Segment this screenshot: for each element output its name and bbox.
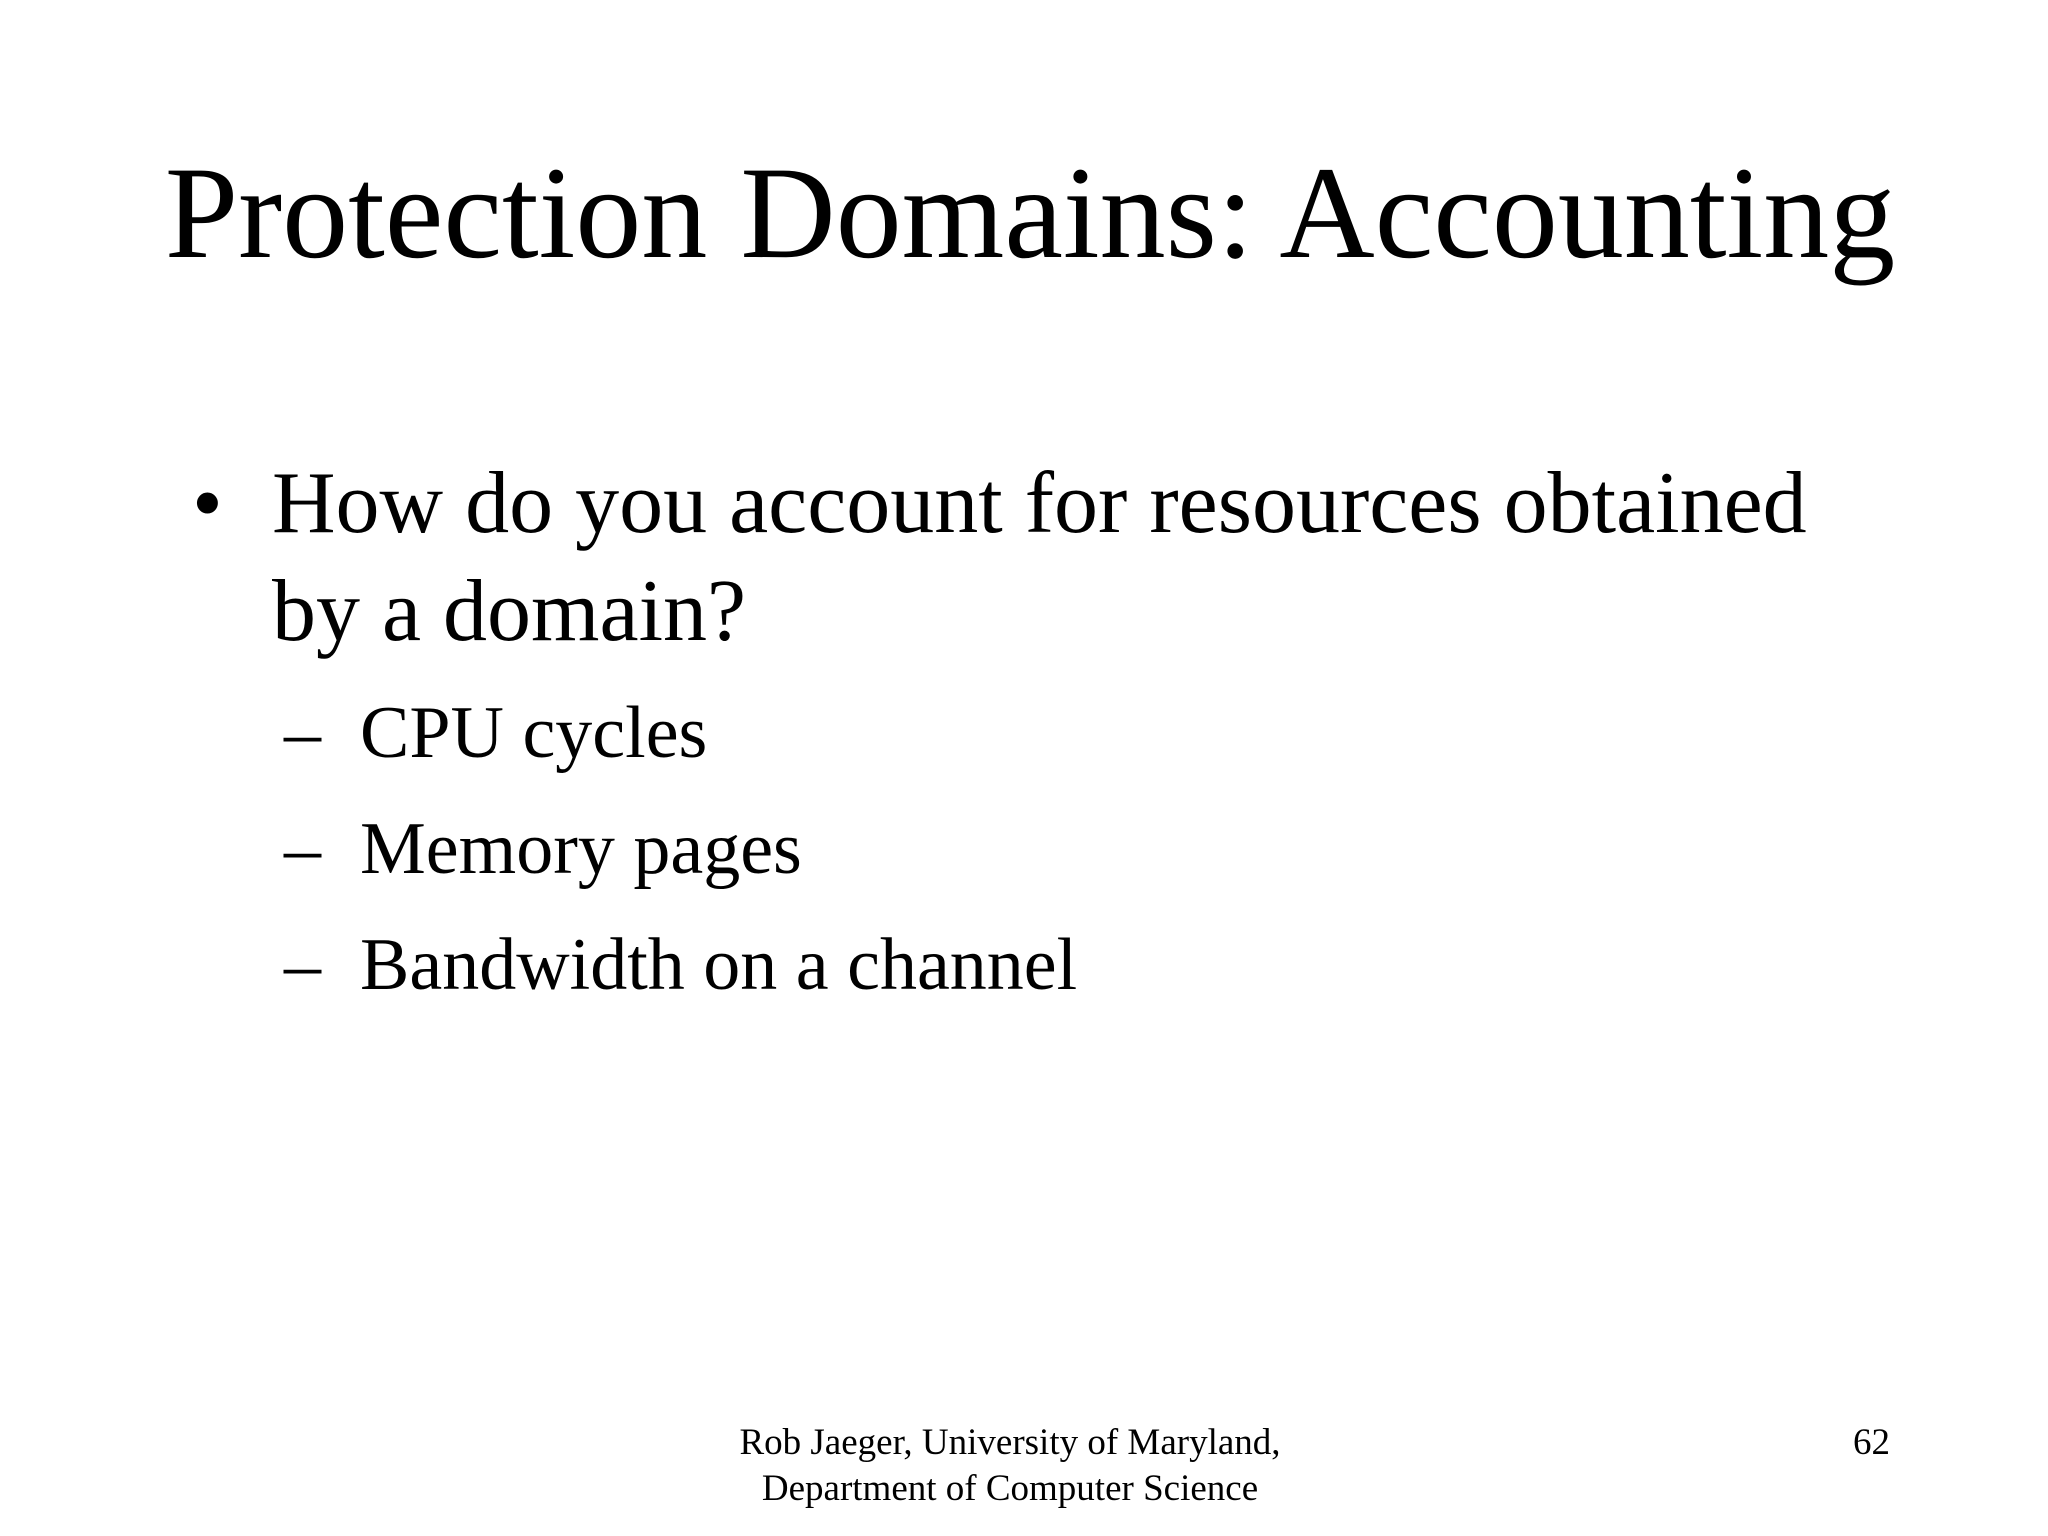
sub-item-text: Bandwidth on a channel	[360, 924, 1078, 1006]
page-number: 62	[1853, 1422, 1890, 1463]
main-bullet	[192, 450, 1912, 660]
sub-item-cpu-cycles	[284, 688, 1684, 778]
sub-item-memory-pages	[284, 804, 1684, 894]
sub-item-marker: –	[284, 808, 321, 890]
footer-line-2: Department of Computer Science	[761, 1468, 1259, 1509]
sub-item-marker: –	[284, 692, 321, 774]
sub-item-bandwidth	[284, 920, 1684, 1010]
footer-credit	[560, 1420, 1460, 1512]
sub-item-text: Memory pages	[360, 808, 802, 890]
bullet-text: How do you account for resources obtained by a domain?	[272, 455, 1807, 660]
sub-item-text: CPU cycles	[360, 692, 708, 774]
sub-item-marker: –	[284, 924, 321, 1006]
slide-title: Protection Domains: Accounting	[164, 139, 1896, 286]
bullet-marker: •	[192, 455, 223, 552]
footer-line-1: Rob Jaeger, University of Maryland,	[739, 1422, 1281, 1463]
